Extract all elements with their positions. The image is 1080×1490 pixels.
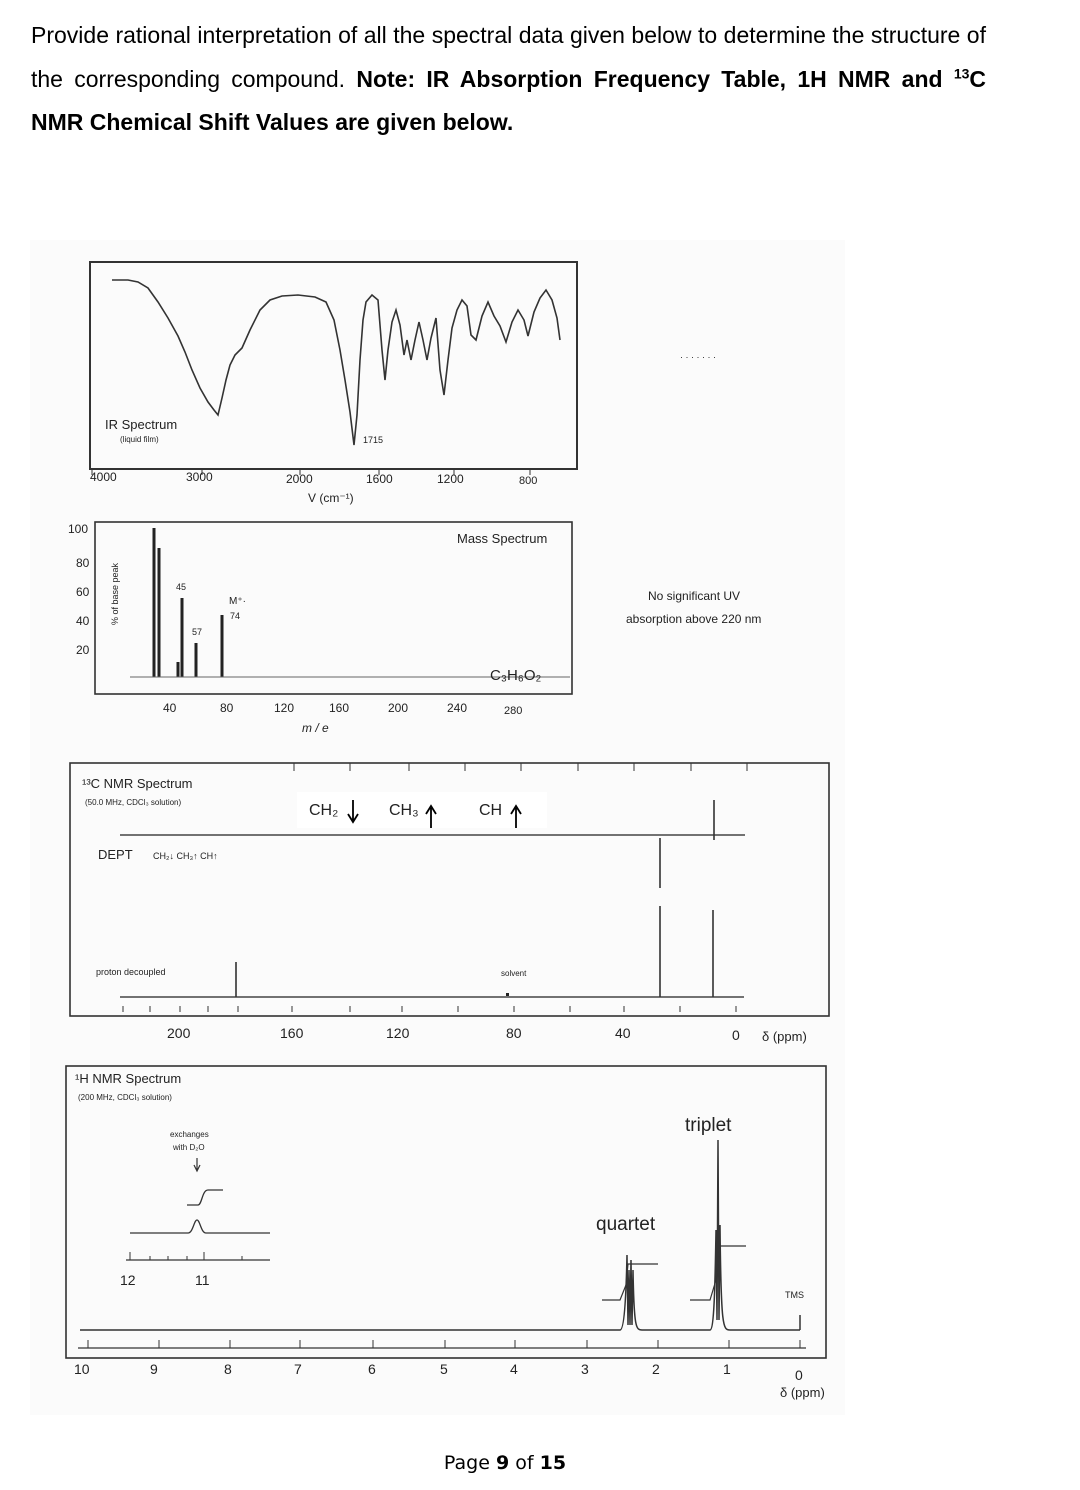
h1-tick-6: 6 xyxy=(368,1361,376,1377)
footer-prefix: Page xyxy=(443,1452,490,1474)
uv-line-1: No significant UV xyxy=(648,589,741,603)
h1-tick-7: 7 xyxy=(294,1361,302,1377)
ir-peak-1715: 1715 xyxy=(363,435,384,445)
c13-subtitle: (50.0 MHz, CDCl₃ solution) xyxy=(85,798,182,807)
h1-quartet-label: quartet xyxy=(596,1214,656,1235)
ir-title: IR Spectrum xyxy=(105,417,178,432)
page-footer xyxy=(0,1452,1010,1474)
h1-inset-ticks xyxy=(130,1252,242,1260)
ms-xtick-120: 120 xyxy=(274,701,295,715)
question-text xyxy=(31,14,986,145)
ms-formula: C₃H₆O₂ xyxy=(490,667,542,684)
c13-ann-ch3: CH₃ xyxy=(389,802,419,819)
ms-xtick-80: 80 xyxy=(220,701,234,715)
h1-tick-9: 9 xyxy=(150,1361,158,1377)
h1-subtitle: (200 MHz, CDCl₃ solution) xyxy=(78,1093,172,1102)
ir-tick-800: 800 xyxy=(519,475,538,487)
ir-frame xyxy=(90,262,577,469)
question-sentence: Provide rational interpretation of all the spectral data given below to determine the structure of the corresponding compound. xyxy=(31,22,986,92)
ir-tick-2000: 2000 xyxy=(286,472,313,486)
c13-tick-80: 80 xyxy=(506,1025,522,1041)
h1-inset-integral xyxy=(187,1190,223,1205)
c13-bottom-ticks xyxy=(123,1006,736,1012)
h1-title: ¹H NMR Spectrum xyxy=(75,1071,182,1086)
c13-proton-decoupled-label: proton decoupled xyxy=(96,967,166,977)
footer-page-number: 9 xyxy=(495,1452,510,1474)
c13-dept-legend: CH₂↓ CH₃↑ CH↑ xyxy=(153,851,218,861)
note-part-b: C NMR Chemical Shift Values are given below. xyxy=(31,65,987,135)
ms-ytick-40: 40 xyxy=(76,614,90,628)
ms-xtick-40: 40 xyxy=(163,701,177,715)
c13-solvent-mark xyxy=(506,993,509,996)
note-part-a: Note: IR Absorption Frequency Table, 1H NMR and xyxy=(356,65,943,92)
c13-tick-40: 40 xyxy=(615,1025,631,1041)
h1-unit: δ (ppm) xyxy=(780,1385,825,1400)
h1-inset-peak xyxy=(130,1220,270,1233)
ir-tick-3000: 3000 xyxy=(186,470,213,484)
c13-tick-0: 0 xyxy=(732,1027,740,1043)
h1-tick-5: 5 xyxy=(440,1361,448,1377)
c13-solvent-label: solvent xyxy=(501,969,527,978)
c13-title: ¹³C NMR Spectrum xyxy=(82,776,193,791)
h1-nmr-spectrum xyxy=(66,1066,826,1400)
spectra-svg xyxy=(30,240,845,1415)
ms-ytick-60: 60 xyxy=(76,585,90,599)
ms-xtick-200: 200 xyxy=(388,701,409,715)
footer-page-total: 15 xyxy=(539,1452,567,1474)
footer-of: of xyxy=(515,1452,534,1474)
ms-label-57: 57 xyxy=(192,627,203,637)
h1-axis-ticks xyxy=(88,1340,800,1348)
h1-inset-arrow xyxy=(194,1158,200,1171)
c13-unit: δ (ppm) xyxy=(762,1029,807,1044)
ms-mol-ion-mass: 74 xyxy=(230,611,241,621)
ir-margin-dots: · · · · · · · xyxy=(680,352,716,362)
ms-title: Mass Spectrum xyxy=(457,531,548,546)
h1-tick-2: 2 xyxy=(652,1361,660,1377)
ms-ytick-80: 80 xyxy=(76,556,90,570)
h1-tick-0: 0 xyxy=(795,1367,803,1383)
h1-inset xyxy=(120,1130,270,1288)
h1-tms-label: TMS xyxy=(785,1290,804,1300)
h1-tick-3: 3 xyxy=(581,1361,589,1377)
c13-tick-160: 160 xyxy=(280,1025,304,1041)
c13-ann-ch2: CH₂ xyxy=(309,802,339,819)
ir-trace xyxy=(112,280,560,445)
note-superscript: 13 xyxy=(953,64,970,81)
uv-line-2: absorption above 220 nm xyxy=(626,612,762,626)
h1-tick-10: 10 xyxy=(74,1361,90,1377)
c13-tick-200: 200 xyxy=(167,1025,191,1041)
ms-mol-ion: M⁺· xyxy=(229,596,246,607)
ir-tick-4000: 4000 xyxy=(90,470,117,484)
h1-with-d2o-label: with D₂O xyxy=(173,1143,205,1152)
ms-peaks xyxy=(154,528,222,677)
ms-xtick-240: 240 xyxy=(447,701,468,715)
ir-spectrum xyxy=(90,262,716,505)
h1-frame xyxy=(66,1066,826,1358)
uv-note xyxy=(626,589,761,626)
ir-tick-1600: 1600 xyxy=(366,472,393,486)
c13-top-ticks xyxy=(294,763,747,771)
ms-ytick-100: 100 xyxy=(68,522,89,536)
h1-inset-tick-12: 12 xyxy=(120,1272,136,1288)
ms-ylabel: % of base peak xyxy=(110,562,120,625)
spectra-figure xyxy=(30,240,845,1415)
ms-label-45: 45 xyxy=(176,582,187,592)
h1-triplet-label: triplet xyxy=(685,1115,732,1136)
mass-spectrum xyxy=(68,522,572,735)
h1-tick-8: 8 xyxy=(224,1361,232,1377)
ir-xlabel: V (cm⁻¹) xyxy=(308,491,354,505)
h1-exchanges-label: exchanges xyxy=(170,1130,209,1139)
h1-tick-1: 1 xyxy=(723,1361,731,1377)
h1-tick-4: 4 xyxy=(510,1361,518,1377)
c13-dept-label: DEPT xyxy=(98,847,133,862)
ms-xtick-160: 160 xyxy=(329,701,350,715)
ms-xtick-280: 280 xyxy=(504,705,523,717)
ms-xlabel: m / e xyxy=(302,721,329,735)
c13-ann-ch: CH xyxy=(479,802,503,819)
ir-subtitle: (liquid film) xyxy=(120,435,159,444)
h1-trace xyxy=(80,1140,800,1330)
h1-inset-tick-11: 11 xyxy=(195,1272,210,1288)
ir-tick-1200: 1200 xyxy=(437,472,464,486)
c13-tick-120: 120 xyxy=(386,1025,410,1041)
ms-ytick-20: 20 xyxy=(76,643,90,657)
c13-nmr-spectrum xyxy=(70,763,829,1044)
